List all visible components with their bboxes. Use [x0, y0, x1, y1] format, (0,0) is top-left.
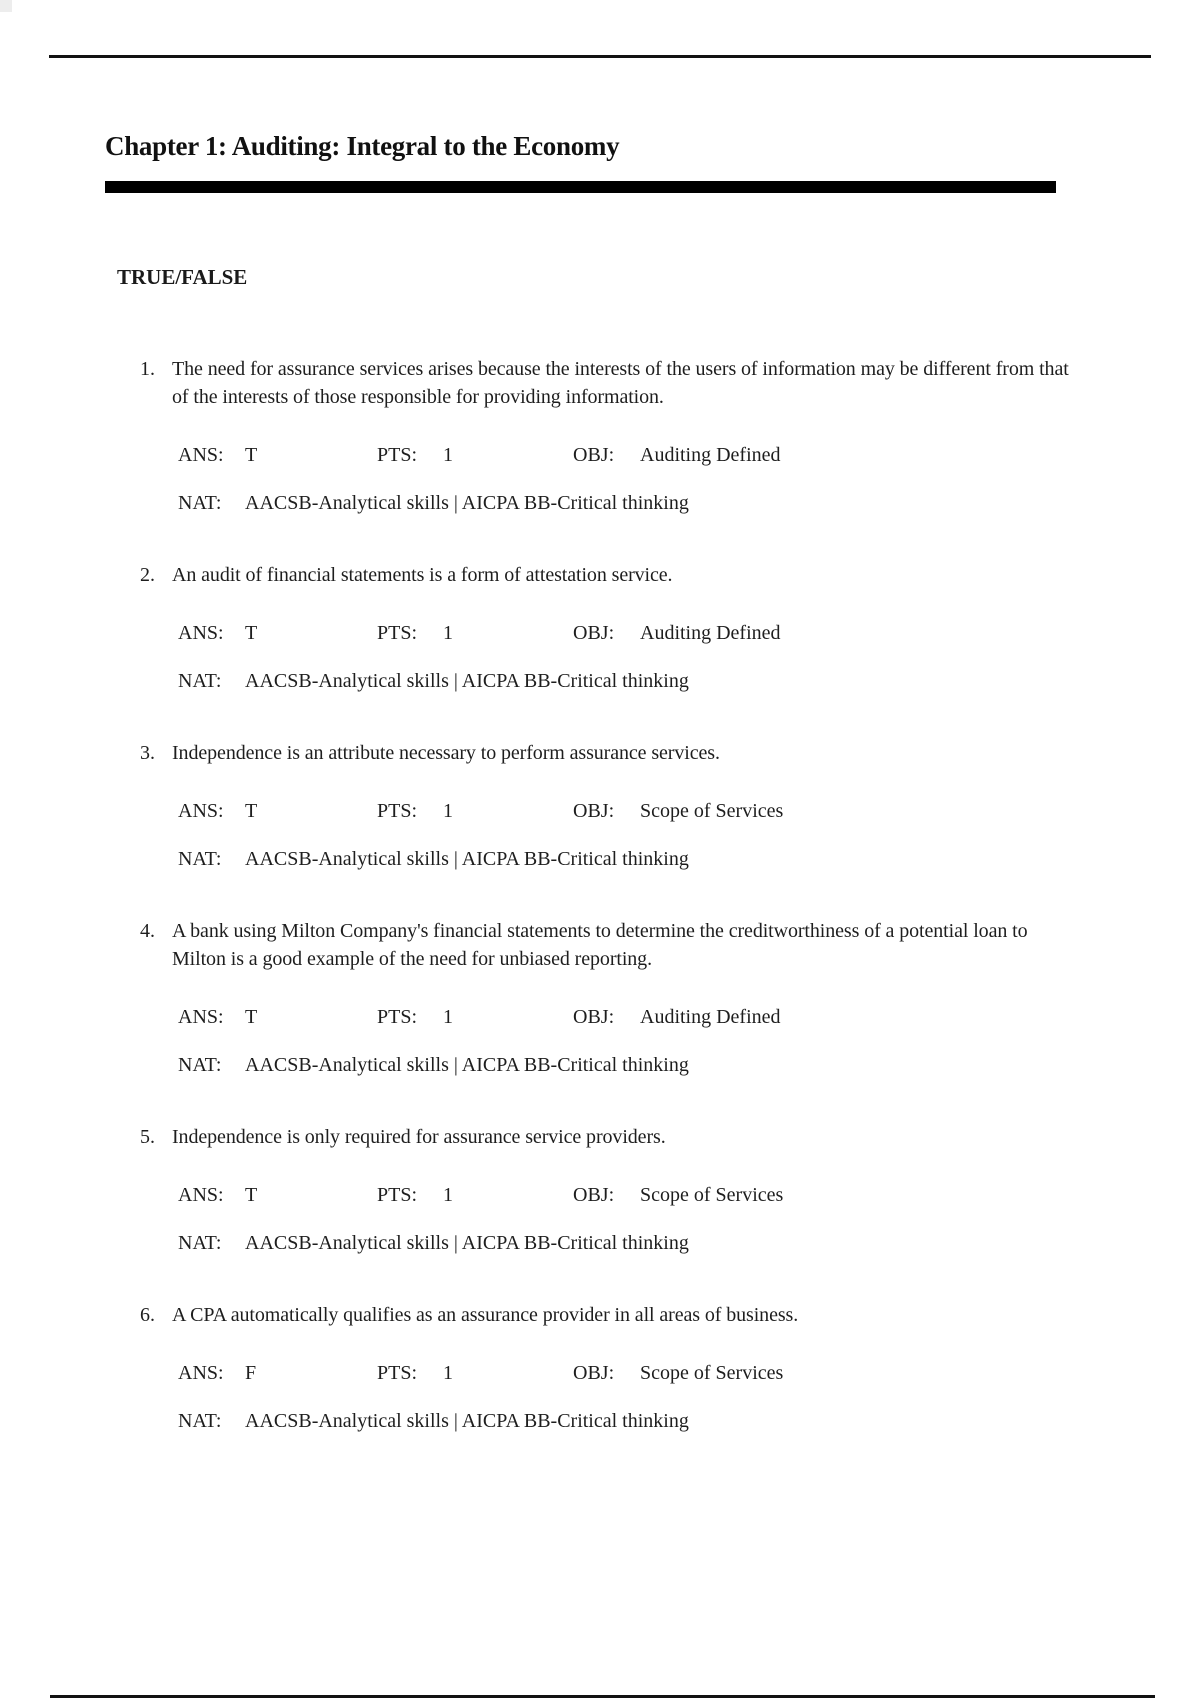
ans-label: ANS: [178, 622, 224, 644]
obj-label: OBJ: [573, 444, 615, 466]
question-list [105, 355, 1085, 1435]
ans-value: T [245, 800, 258, 822]
nat-label: NAT: [178, 1410, 222, 1432]
obj-label: OBJ: [573, 800, 615, 822]
nat-value: AACSB-Analytical skills | AICPA BB-Critical thinking [245, 1410, 689, 1432]
corner-artifact [0, 0, 12, 12]
ans-label: ANS: [178, 1006, 224, 1028]
ans-label: ANS: [178, 444, 224, 466]
question-number: 1. [140, 358, 155, 380]
ans-value: T [245, 1006, 258, 1028]
question-meta-row [178, 619, 1072, 647]
page-content [105, 0, 1085, 1479]
nat-value: AACSB-Analytical skills | AICPA BB-Critical thinking [245, 670, 689, 692]
question-meta-row [178, 1359, 1072, 1387]
nat-value: AACSB-Analytical skills | AICPA BB-Critical thinking [245, 492, 689, 514]
pts-label: PTS: [377, 444, 418, 466]
question-nat-row [178, 667, 1072, 695]
question-body [172, 1123, 1072, 1257]
question-item-1 [105, 355, 1085, 517]
question-meta-row [178, 441, 1072, 469]
question-body [172, 355, 1072, 517]
obj-label: OBJ: [573, 622, 615, 644]
ans-label: ANS: [178, 1362, 224, 1384]
nat-value: AACSB-Analytical skills | AICPA BB-Critical thinking [245, 1054, 689, 1076]
question-text: Independence is an attribute necessary to perform assurance services. [172, 742, 720, 764]
nat-label: NAT: [178, 492, 222, 514]
question-nat-row [178, 1407, 1072, 1435]
pts-label: PTS: [377, 622, 418, 644]
pts-value: 1 [443, 800, 453, 822]
obj-value: Scope of Services [640, 800, 784, 822]
pts-value: 1 [443, 1362, 453, 1384]
pts-value: 1 [443, 1184, 453, 1206]
ans-value: T [245, 1184, 258, 1206]
question-nat-row [178, 1051, 1072, 1079]
nat-label: NAT: [178, 670, 222, 692]
question-item-3 [105, 739, 1085, 873]
pts-label: PTS: [377, 1006, 418, 1028]
obj-value: Auditing Defined [640, 1006, 781, 1028]
question-body [172, 917, 1072, 1079]
nat-label: NAT: [178, 1232, 222, 1254]
nat-label: NAT: [178, 1054, 222, 1076]
question-body [172, 561, 1072, 695]
question-body [172, 739, 1072, 873]
question-text: The need for assurance services arises because the interests of the users of information may be different from that of the interests of those responsible for providing information. [172, 358, 1069, 408]
question-text: Independence is only required for assurance service providers. [172, 1126, 666, 1148]
question-meta-row [178, 1003, 1072, 1031]
question-text: An audit of financial statements is a form of attestation service. [172, 564, 673, 586]
pts-label: PTS: [377, 800, 418, 822]
page-title: Chapter 1: Auditing: Integral to the Economy [105, 131, 620, 161]
question-nat-row [178, 1229, 1072, 1257]
question-text: A bank using Milton Company's financial statements to determine the creditworthiness of a potential loan to Milton is a good example of the need for unbiased reporting. [172, 920, 1028, 970]
obj-label: OBJ: [573, 1362, 615, 1384]
obj-label: OBJ: [573, 1184, 615, 1206]
obj-value: Scope of Services [640, 1184, 784, 1206]
ans-label: ANS: [178, 1184, 224, 1206]
nat-value: AACSB-Analytical skills | AICPA BB-Critical thinking [245, 848, 689, 870]
question-nat-row [178, 489, 1072, 517]
obj-value: Scope of Services [640, 1362, 784, 1384]
question-nat-row [178, 845, 1072, 873]
question-number: 3. [140, 742, 155, 764]
obj-value: Auditing Defined [640, 622, 781, 644]
question-body [172, 1301, 1072, 1435]
ans-value: T [245, 622, 258, 644]
ans-value: F [245, 1362, 257, 1384]
question-number: 6. [140, 1304, 155, 1326]
obj-label: OBJ: [573, 1006, 615, 1028]
question-number: 2. [140, 564, 155, 586]
question-meta-row [178, 1181, 1072, 1209]
question-meta-row [178, 797, 1072, 825]
pts-value: 1 [443, 622, 453, 644]
question-item-5 [105, 1123, 1085, 1257]
pts-label: PTS: [377, 1362, 418, 1384]
ans-label: ANS: [178, 800, 224, 822]
question-item-2 [105, 561, 1085, 695]
pts-value: 1 [443, 444, 453, 466]
ans-value: T [245, 444, 258, 466]
obj-value: Auditing Defined [640, 444, 781, 466]
question-item-4 [105, 917, 1085, 1079]
question-number: 4. [140, 920, 155, 942]
nat-value: AACSB-Analytical skills | AICPA BB-Critical thinking [245, 1232, 689, 1254]
title-underline-bar [105, 181, 1056, 193]
question-text: A CPA automatically qualifies as an assurance provider in all areas of business. [172, 1304, 799, 1326]
question-number: 5. [140, 1126, 155, 1148]
section-heading: TRUE/FALSE [117, 265, 248, 289]
pts-label: PTS: [377, 1184, 418, 1206]
nat-label: NAT: [178, 848, 222, 870]
pts-value: 1 [443, 1006, 453, 1028]
bottom-page-rule [50, 1695, 1155, 1698]
question-item-6 [105, 1301, 1085, 1435]
